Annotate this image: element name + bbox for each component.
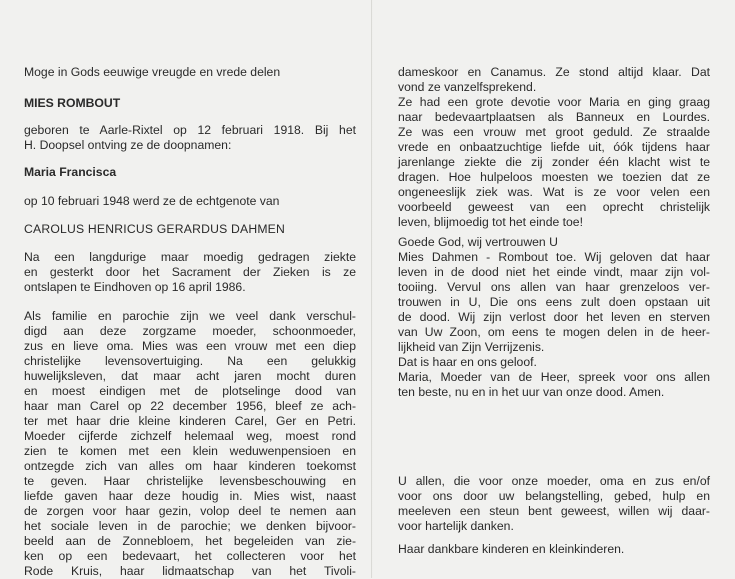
body-line: dameskoor en Canamus. Ze stond altijd klaar. Dat bbox=[398, 65, 710, 79]
thanks-line: voor ons door uw belangstelling, gebed, hulp en bbox=[398, 489, 710, 503]
body-line: Moeder cijferde zichzelf helemaal weg, moest rond bbox=[24, 429, 356, 443]
body-line: en moest eindigen met de plotselinge dood van bbox=[24, 384, 356, 398]
prayer-line: Goede God, wij vertrouwen U bbox=[398, 235, 558, 249]
body-line: vond ze vanzelfsprekend. bbox=[398, 80, 537, 94]
husband-name: CAROLUS HENRICUS GERARDUS DAHMEN bbox=[24, 222, 286, 236]
body-line: Rode Kruis, haar lidmaatschap van het Tivoli- bbox=[24, 564, 356, 578]
body-line: leven, blijmoedig tot het einde toe! bbox=[398, 215, 583, 229]
body-line: ongeneeslijk ziek was. Wat is ze voor velen een bbox=[398, 185, 710, 199]
thanks-line: U allen, die voor onze moeder, oma en zus en/of bbox=[398, 474, 710, 488]
body-line: digd aan deze zorgzame moeder, schoonmoeder, bbox=[24, 324, 356, 338]
body-line: Ze was een vrouw met groot geduld. Ze straalde bbox=[398, 125, 710, 139]
body-line: Ze had een grote devotie voor Maria en ging graag bbox=[398, 95, 710, 109]
body-line: het sociale leven in de parochie; we denken bijvoor- bbox=[24, 519, 356, 533]
baptism-names: Maria Francisca bbox=[24, 165, 117, 179]
body-line: de zorgen voor haar gezin, volop deel te nemen aan bbox=[24, 504, 356, 518]
body-line: vrede en onbaatzuchtige liefde uit, óók tijdens haar bbox=[398, 140, 710, 154]
body-line: liefde gaven haar deze houdig in. Mies wist, naast bbox=[24, 489, 356, 503]
intro-text: Moge in Gods eeuwige vreugde en vrede delen bbox=[24, 65, 281, 79]
death-line: en gesterkt door het Sacrament der Zieken is ze bbox=[24, 265, 356, 279]
prayer-line: trouwen in U, Die ons eens zult doen opstaan uit bbox=[398, 295, 710, 309]
prayer-line: lijkheid van Zijn Verrijzenis. bbox=[398, 340, 545, 354]
body-line: beeld aan de Zonnebloem, het begeleiden van zie- bbox=[24, 534, 356, 548]
body-line: zien te komen met een klein weduwenpensioen en bbox=[24, 444, 356, 458]
body-line: ken op een bedevaart, het collecteren voor het bbox=[24, 549, 356, 563]
prayer-line: ten beste, nu en in het uur van onze dood. Amen. bbox=[398, 385, 665, 399]
body-line: ontzegde zich van alles om haar kinderen toekomst bbox=[24, 459, 356, 473]
card-fold bbox=[371, 0, 373, 578]
birth-line: geboren te Aarle-Rixtel op 12 februari 1918. Bij het bbox=[24, 123, 356, 137]
deceased-name: MIES ROMBOUT bbox=[24, 96, 121, 110]
prayer-line: Dat is haar en ons geloof. bbox=[398, 355, 537, 369]
body-line: dragen. Hoe hulpeloos moesten we toezien dat ze bbox=[398, 170, 710, 184]
body-line: haar man Carel op 22 december 1956, bleef ze ach- bbox=[24, 399, 356, 413]
marriage-line: op 10 februari 1948 werd ze de echtgenote van bbox=[24, 194, 280, 208]
body-line: naar bedevaartplaatsen als Banneux en Lourdes. bbox=[398, 110, 710, 124]
thanks-line: meeleven een steun bent geweest, willen wij daar- bbox=[398, 504, 710, 518]
death-line: ontslapen te Eindhoven op 16 april 1986. bbox=[24, 280, 246, 294]
prayer-line: van Uw Zoon, om eens te mogen delen in de heer- bbox=[398, 325, 710, 339]
prayer-line: de dood. Wij zijn verlost door het leven en sterven bbox=[398, 310, 710, 324]
prayer-line: tooiing. Vervul ons allen van haar grenzeloos ver- bbox=[398, 280, 710, 294]
body-line: christelijke levensovertuiging. Na een gelukkig bbox=[24, 354, 356, 368]
body-line: voorbeeld geweest van een oprecht christelijk bbox=[398, 200, 710, 214]
body-line: Als familie en parochie zijn we veel dank verschul- bbox=[24, 309, 356, 323]
death-line: Na een langdurige maar moedig gedragen ziekte bbox=[24, 250, 356, 264]
body-line: ter met haar drie kleine kinderen Carel, Ger en Petri. bbox=[24, 414, 356, 428]
body-line: te geven. Haar christelijke levensbeschouwing en bbox=[24, 474, 356, 488]
signoff-text: Haar dankbare kinderen en kleinkinderen. bbox=[398, 542, 625, 556]
body-line: zus en lieve oma. Mies was een vrouw met een diep bbox=[24, 339, 356, 353]
prayer-line: Maria, Moeder van de Heer, spreek voor ons allen bbox=[398, 370, 710, 384]
body-line: huwelijksleven, dat maar acht jaren mocht duren bbox=[24, 369, 356, 383]
body-line: jarenlange ziekte die zij zonder één klacht wist te bbox=[398, 155, 710, 169]
prayer-line: leven in de dood niet het einde vindt, maar zijn vol- bbox=[398, 265, 710, 279]
thanks-line: voor hartelijk danken. bbox=[398, 519, 514, 533]
birth-line: H. Doopsel ontving ze de doopnamen: bbox=[24, 138, 232, 152]
prayer-line: Mies Dahmen - Rombout toe. Wij geloven dat haar bbox=[398, 250, 710, 264]
